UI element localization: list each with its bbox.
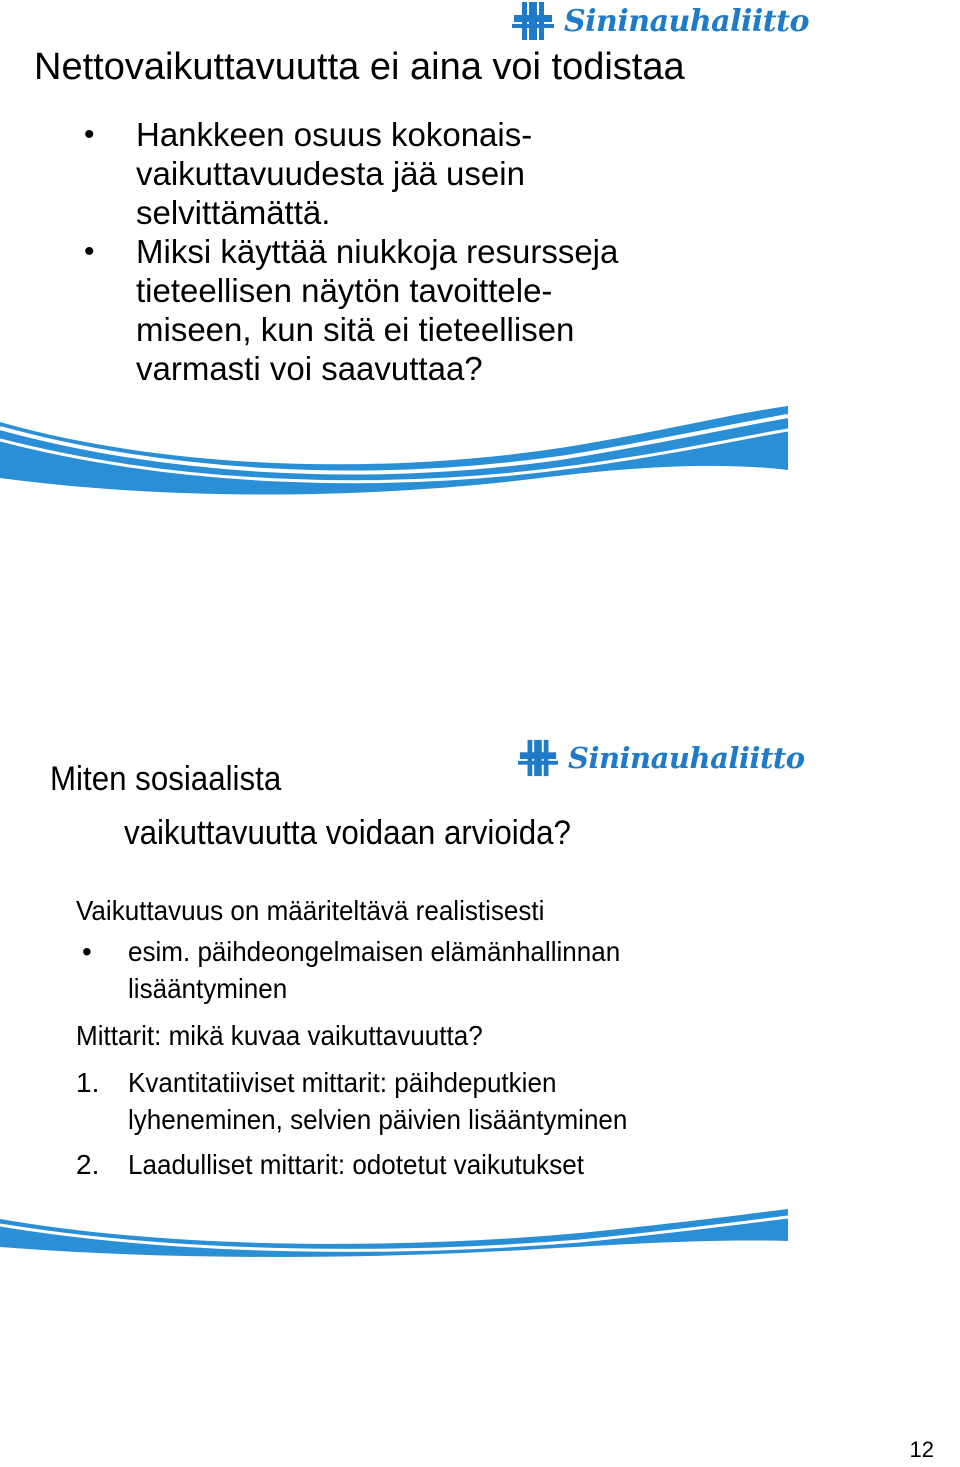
logo-text: Sininauhaliitto xyxy=(564,3,809,39)
page-number: 12 xyxy=(909,1437,934,1462)
bullet-dot: • xyxy=(84,118,95,151)
bullet-line: vaikuttavuudesta jää usein xyxy=(136,155,525,192)
slide-2-body xyxy=(76,892,756,1183)
bullet-item xyxy=(84,115,724,232)
item-number: 2. xyxy=(76,1149,100,1180)
item-line: Kvantitatiiviset mittarit: päihdeputkien xyxy=(128,1067,557,1098)
numbered-item xyxy=(76,1146,756,1183)
bullet-line: selvittämättä. xyxy=(136,194,331,231)
slide-2-title-line-2: vaikuttavuutta voidaan arvioida? xyxy=(124,814,571,852)
slide-1-bullet-list xyxy=(84,115,724,388)
bullet-item xyxy=(76,933,756,1007)
bullet-line: esim. päihdeongelmaisen elämänhallinnan xyxy=(128,936,621,967)
bullet-dot: • xyxy=(82,936,92,967)
item-line: Laadulliset mittarit: odotetut vaikutukset xyxy=(128,1149,584,1180)
bullet-line: lisääntyminen xyxy=(128,973,288,1004)
item-line: lyheneminen, selvien päivien lisääntyminen xyxy=(128,1104,628,1135)
intro-text: Vaikuttavuus on määriteltävä realistisesti xyxy=(76,895,545,926)
sininauhaliitto-logo xyxy=(518,738,805,778)
logo-text: Sininauhaliitto xyxy=(568,741,805,775)
wave-decoration xyxy=(0,1205,790,1265)
bullet-dot: • xyxy=(84,235,95,268)
metrics-heading: Mittarit: mikä kuvaa vaikuttavuutta? xyxy=(76,1020,483,1051)
bullet-line: miseen, kun sitä ei tieteellisen xyxy=(136,311,575,348)
bullet-line: Miksi käyttää niukkoja resursseja xyxy=(136,233,619,270)
slide-1-title: Nettovaikuttavuutta ei aina voi todistaa xyxy=(34,46,685,88)
slide-2-title-line-1: Miten sosiaalista xyxy=(50,760,282,798)
bullet-item xyxy=(84,232,724,388)
sininauhaliitto-logo xyxy=(512,0,809,42)
bullet-line: varmasti voi saavuttaa? xyxy=(136,350,483,387)
bullet-line: tieteellisen näytön tavoittele- xyxy=(136,272,553,309)
bullet-line: Hankkeen osuus kokonais- xyxy=(136,116,533,153)
cross-icon xyxy=(512,0,554,42)
numbered-item xyxy=(76,1064,756,1138)
item-number: 1. xyxy=(76,1067,100,1098)
slide-2 xyxy=(0,700,960,1260)
cross-icon xyxy=(518,738,558,778)
slide-1 xyxy=(0,0,960,520)
wave-decoration xyxy=(0,400,790,510)
